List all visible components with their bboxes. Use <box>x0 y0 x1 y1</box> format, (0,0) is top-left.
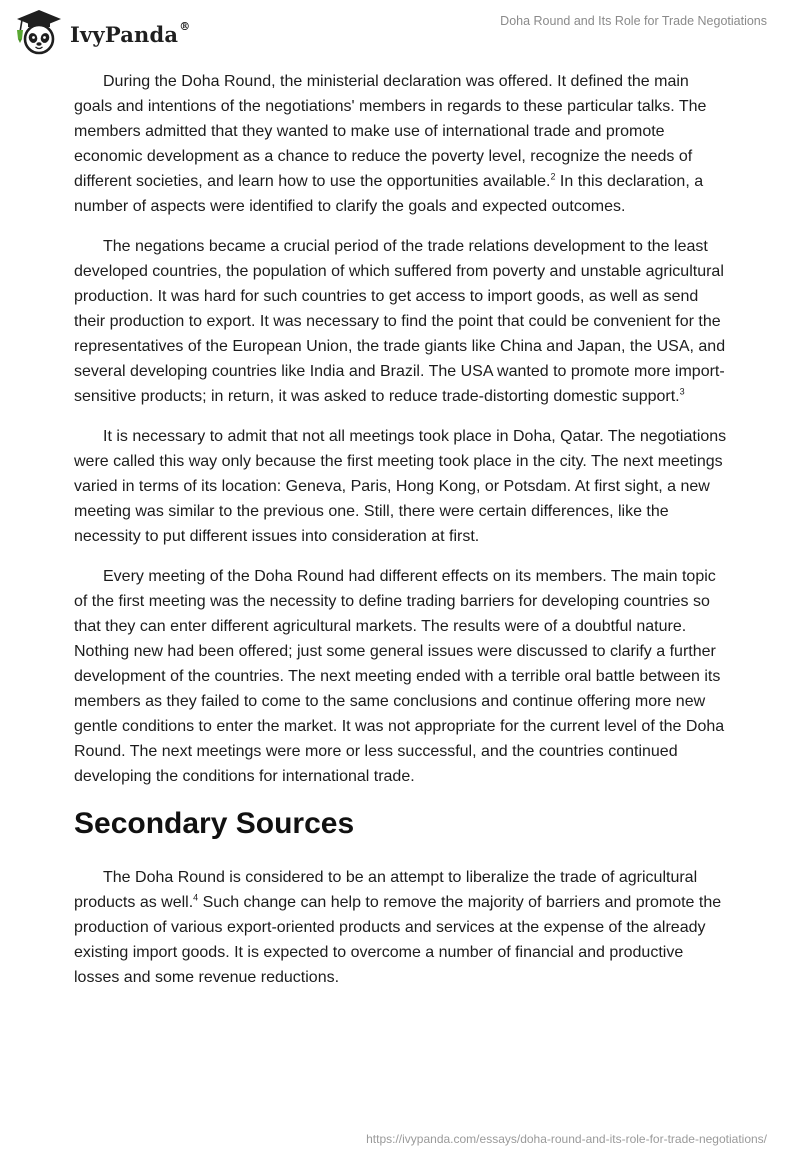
paragraph-1: During the Doha Round, the ministerial declaration was offered. It defined the main goals and intentions of the negotiations' members in regards to these particular talks. The members admitted that they wanted to make use of international trade and promote economic development as a chance to reduce the poverty level, recognize the needs of different societies, and learn how to use the opportunities available.$^2$ In this declaration, a number of aspects were identified to clarify the goals and expected outcomes. <box>74 73 707 215</box>
essay-body <box>74 69 728 990</box>
paragraph-4: Every meeting of the Doha Round had different effects on its members. The main topic of the first meeting was the necessity to define trading barriers for developing countries so that they can enter different agricultural markets. The results were of a doubtful nature. Nothing new had been offered; just some general issues were discussed to clarify a further development of the countries. The next meeting ended with a terrible oral battle between its members as they failed to come to the same conclusions and continue offering more new gentle conditions to enter the market. It was not appropriate for the current level of the Doha Round. The next meetings were more or less successful, and the countries continued developing the conditions for international trade. <box>74 568 725 785</box>
footnote-ref-3[interactable]: 3 <box>679 386 685 397</box>
brand-logo[interactable] <box>14 8 190 56</box>
footnote-ref-4[interactable]: 4 <box>193 892 199 903</box>
paragraph-3: It is necessary to admit that not all meetings took place in Doha, Qatar. The negotiations were called this way only because the first meeting took place in the city. The next meetings varied in terms of its location: Geneva, Paris, Hong Kong, or Potsdam. At first sight, a new meeting was similar to the previous one. Still, there were certain differences, like the necessity to put different issues into consideration at first. <box>74 428 727 545</box>
source-url[interactable]: https://ivypanda.com/essays/doha-round-and-its-role-for-trade-negotiations/ <box>366 1132 767 1146</box>
footnote-ref-2[interactable]: 2 <box>550 171 556 182</box>
section-paragraph: The Doha Round is considered to be an attempt to liberalize the trade of agricultural products as well.$^4$ Such change can help to remove the majority of barriers and promote the production of various export-oriented products and services at the expense of the already existing import goods. It is expected to overcome a number of financial and productive losses and some revenue reductions. <box>74 869 722 986</box>
panda-graduate-icon <box>14 8 64 56</box>
brand-name: IvyPanda® <box>70 19 191 47</box>
paragraph-2: The negations became a crucial period of the trade relations development to the least developed countries, the population of which suffered from poverty and unstable agricultural production. It was hard for such countries to get access to import goods, as well as send their production to export. It was necessary to find the point that could be convenient for the representatives of the European Union, the trade giants like China and Japan, the USA, and several developing countries like India and Brazil. The USA wanted to promote more import-sensitive products; in return, it was asked to reduce trade-distorting domestic support.$^3$ <box>74 238 726 405</box>
document-title: Doha Round and Its Role for Trade Negotiations <box>500 14 767 28</box>
section-heading: Secondary Sources <box>74 807 355 840</box>
page-header <box>0 0 800 64</box>
